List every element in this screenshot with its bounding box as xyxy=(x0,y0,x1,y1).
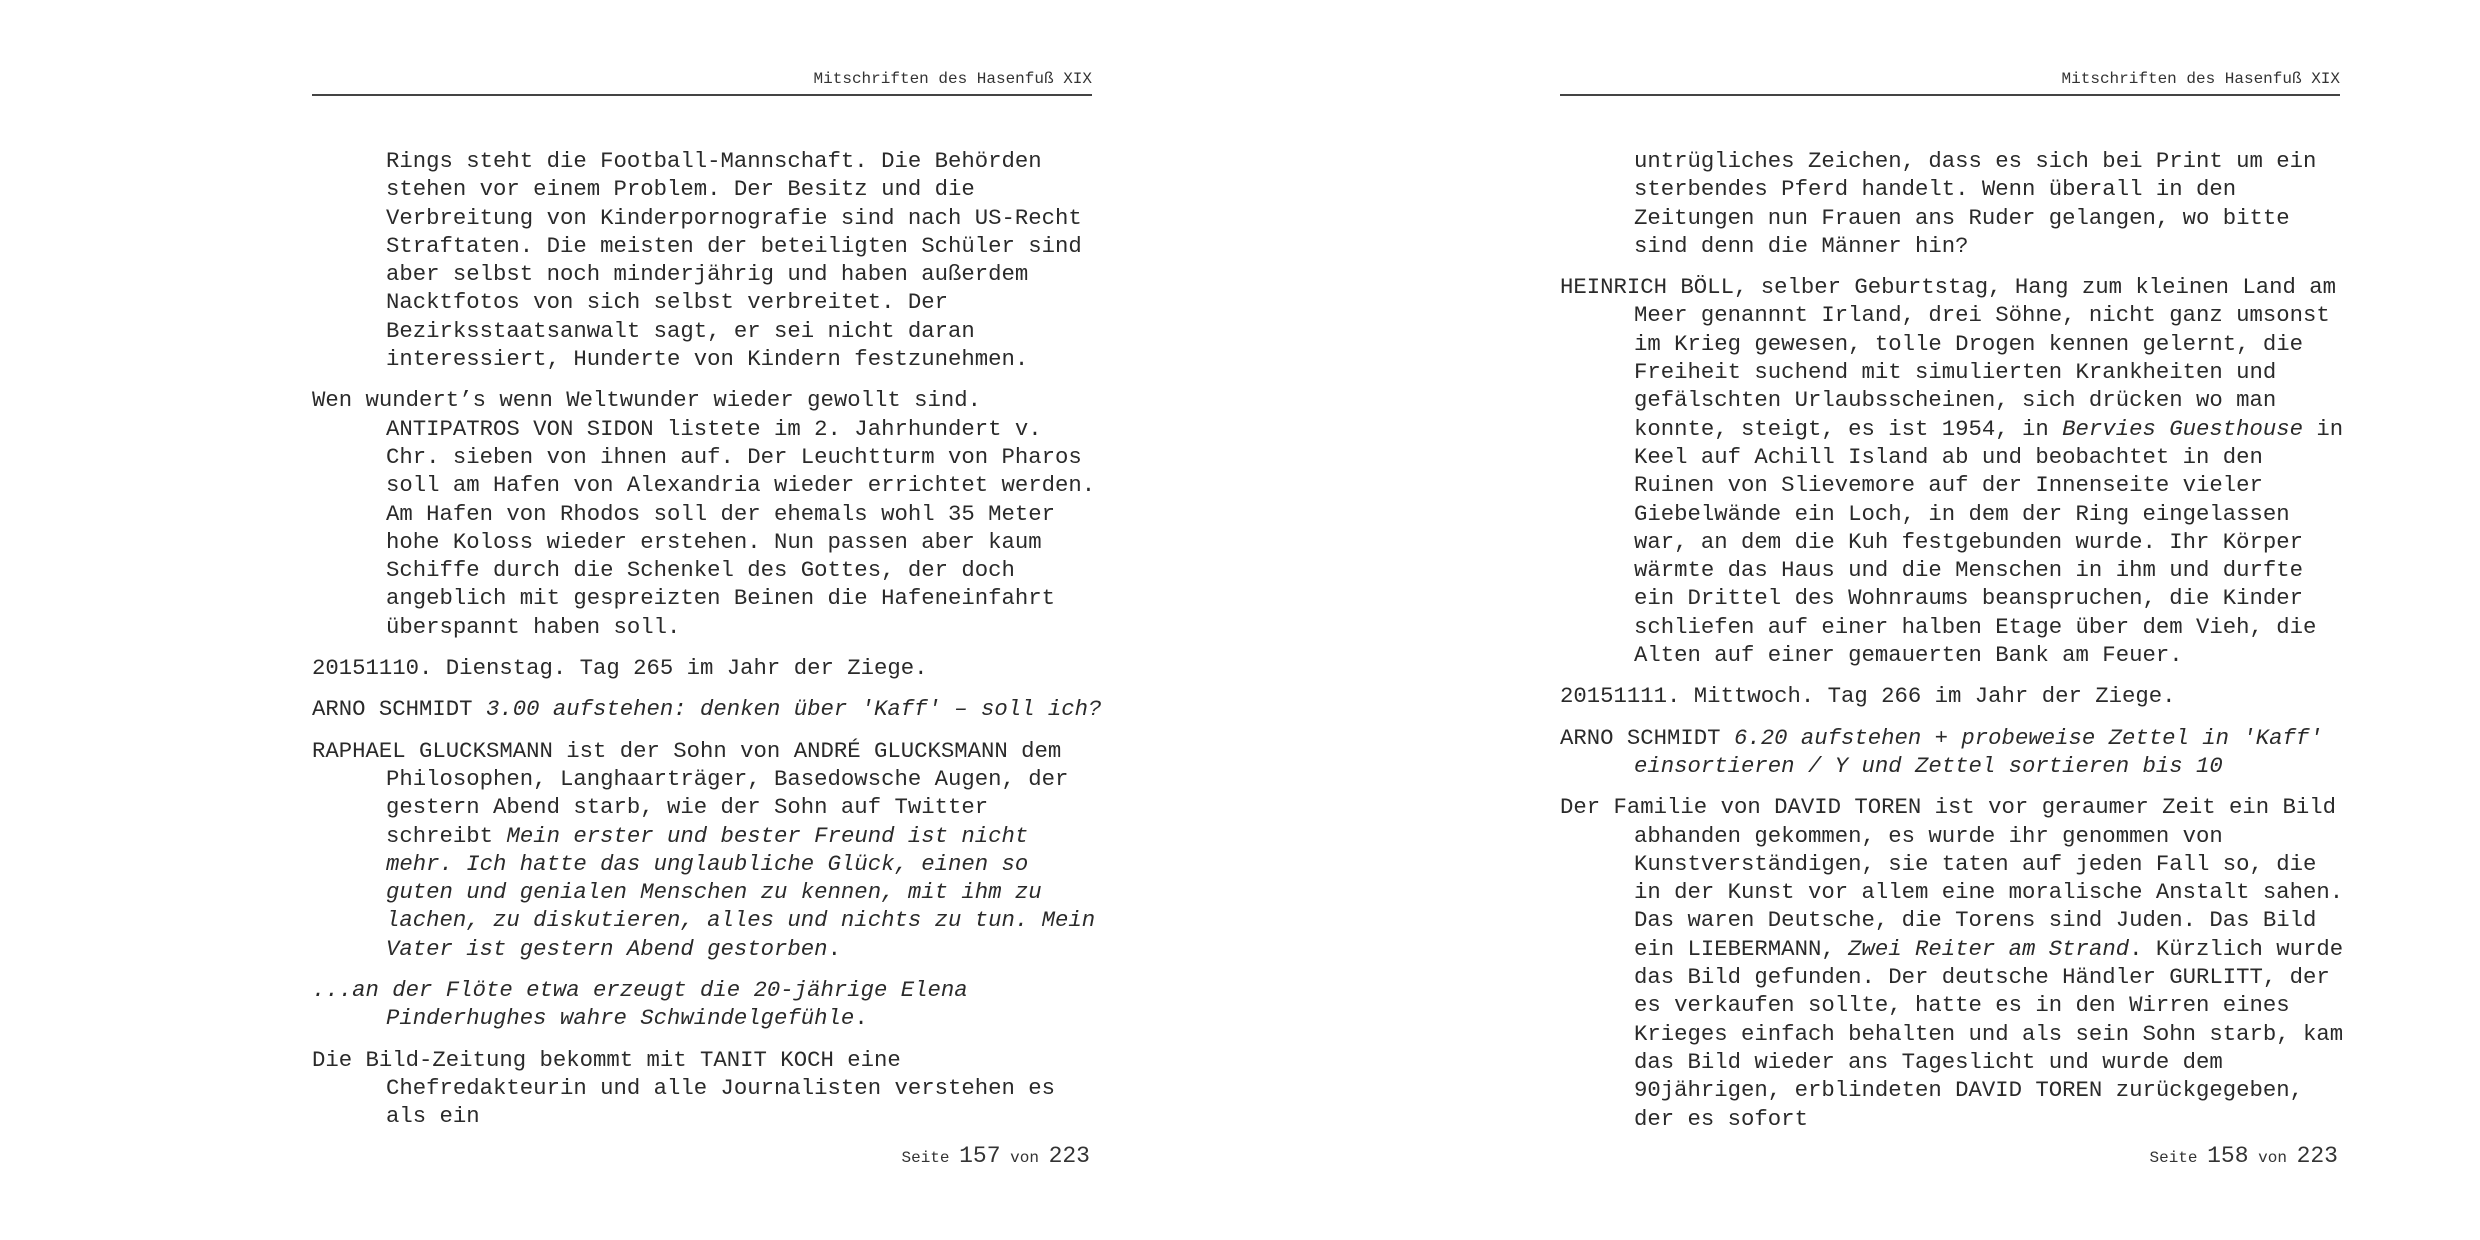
text-run: RAPHAEL GLUCKSMANN ist der Sohn von ANDRÉ GLUCKSMANN dem Philosophen, Langhaarträger, Basedowsche Augen, der gestern Abend starb, wie der Sohn auf Twitter schreibt xyxy=(312,737,1069,849)
italic-text: 6.20 aufstehen + probeweise Zettel in 'Kaff' einsortieren / Y und Zettel sortieren bis 10 xyxy=(1634,724,2323,779)
page-text xyxy=(1560,147,2350,1133)
text-run: Die Bild-Zeitung bekommt mit TANIT KOCH eine Chefredakteurin und alle Journalisten verstehen es als ein xyxy=(312,1046,1056,1130)
text-run: HEINRICH BÖLL, selber Geburtstag, Hang zum kleinen Land am Meer genannnt Irland, drei Söhne, nicht ganz umsonst im Krieg gewesen, tolle Drogen kennen gelernt, die Freiheit suchend mit simulierten Krankheiten und gefälschten Urlaubsscheinen, sich drücken wo man konnte, steigt, es ist 1954, in xyxy=(1560,274,2337,442)
page-text xyxy=(312,147,1102,1131)
text-run: Wen wundert’s wenn Weltwunder wieder gewollt sind. ANTIPATROS VON SIDON listete im 2. Jahrhundert v. Chr. sieben von ihnen auf. Der Leuchtturm von Pharos soll am Hafen von Alexandria wieder errichtet werden. Am Hafen von Rhodos soll der ehemals wohl 35 Meter hohe Koloss wieder erstehen. Nun passen aber kaum Schiffe durch die Schenkel des Gottes, der doch angeblich mit gespreizten Beinen die Hafeneinfahrt überspannt haben soll. xyxy=(312,387,1096,640)
italic-text: ...an der Flöte etwa erzeugt die 20-jährige Elena Pinderhughes wahre Schwindelgefühle xyxy=(312,977,968,1032)
paragraph xyxy=(312,976,1102,1033)
italic-text: 3.00 aufstehen: denken über 'Kaff' – soll ich? xyxy=(485,696,1102,723)
running-header: Mitschriften des Hasenfuß XIX xyxy=(312,70,1092,96)
paragraph xyxy=(1560,147,2350,260)
text-run: in Keel auf Achill Island ab und beobachtet in den Ruinen von Slievemore auf der Innenseite vieler Giebelwände ein Loch, in dem der Ring eingelassen war, an dem die Kuh festgebunden wurde. Ihr Körper wärmte das Haus und die Menschen in ihm und durfte ein Drittel des Wohnraums beanspruchen, die Kinder schliefen auf einer halben Etage über dem Vieh, die Alten auf einer gemauerten Bank am Feuer. xyxy=(1634,415,2344,669)
text-run: 20151110. Dienstag. Tag 265 im Jahr der Ziege. xyxy=(312,655,928,682)
text-run: ARNO SCHMIDT xyxy=(312,696,486,723)
paragraph xyxy=(312,147,1102,373)
date-entry xyxy=(312,654,1102,682)
text-run: . Kürzlich wurde das Bild gefunden. Der deutsche Händler GURLITT, der es verkaufen sollte, hatte es in den Wirren eines Krieges einfach behalten und als sein Sohn starb, kam das Bild wieder ans Tageslicht und wurde dem 90jährigen, erblindeten DAVID TOREN zurückgegeben, der es sofort xyxy=(1634,935,2344,1132)
running-header: Mitschriften des Hasenfuß XIX xyxy=(1560,70,2340,96)
text-run: . xyxy=(854,1005,868,1032)
paragraph xyxy=(312,695,1102,723)
text-run: Rings steht die Football-Mannschaft. Die Behörden stehen vor einem Problem. Der Besitz und die Verbreitung von Kinderpornografie sind nach US-Recht Straftaten. Die meisten der beteiligten Schüler sind aber selbst noch minderjährig und haben außerdem Nacktfotos von sich selbst verbreitet. Der Bezirksstaatsanwalt sagt, er sei nicht daran interessiert, Hunderte von Kindern festzunehmen. xyxy=(386,148,1082,373)
date-entry xyxy=(1560,682,2350,710)
italic-text: Bervies Guesthouse xyxy=(2062,415,2304,442)
text-run: Der Familie von DAVID TOREN ist vor geraumer Zeit ein Bild abhanden gekommen, es wurde ihr genommen von Kunstverständigen, sie taten auf jeden Fall so, die in der Kunst vor allem eine moralische Anstalt sahen. Das waren Deutsche, die Torens sind Juden. Das Bild ein LIEBERMANN, xyxy=(1560,794,2344,962)
text-run: ARNO SCHMIDT xyxy=(1560,724,1734,751)
paragraph xyxy=(1560,724,2350,781)
paragraph xyxy=(312,1046,1102,1131)
page-number: Seite 157 von 223 xyxy=(901,1143,1090,1169)
paragraph xyxy=(312,737,1102,963)
italic-text: Mein erster und bester Freund ist nicht mehr. Ich hatte das unglaubliche Glück, einen so guten und genialen Menschen zu kennen, mit ihm zu lachen, zu diskutieren, alles und nichts zu tun. Mein Vater ist gestern Abend gestorben xyxy=(386,822,1096,962)
text-run: untrügliches Zeichen, dass es sich bei Print um ein sterbendes Pferd handelt. Wenn überall in den Zeitungen nun Frauen ans Ruder gelangen, wo bitte sind denn die Männer hin? xyxy=(1634,148,2317,259)
paragraph xyxy=(1560,793,2350,1133)
paragraph xyxy=(1560,273,2350,669)
text-run: 20151111. Mittwoch. Tag 266 im Jahr der Ziege. xyxy=(1560,683,2176,710)
left-page xyxy=(312,0,1102,1240)
text-run: . xyxy=(827,935,841,962)
right-page xyxy=(1560,0,2344,1240)
italic-text: Zwei Reiter am Strand xyxy=(1848,935,2130,962)
paragraph xyxy=(312,386,1102,641)
page-number: Seite 158 von 223 xyxy=(2149,1143,2338,1169)
